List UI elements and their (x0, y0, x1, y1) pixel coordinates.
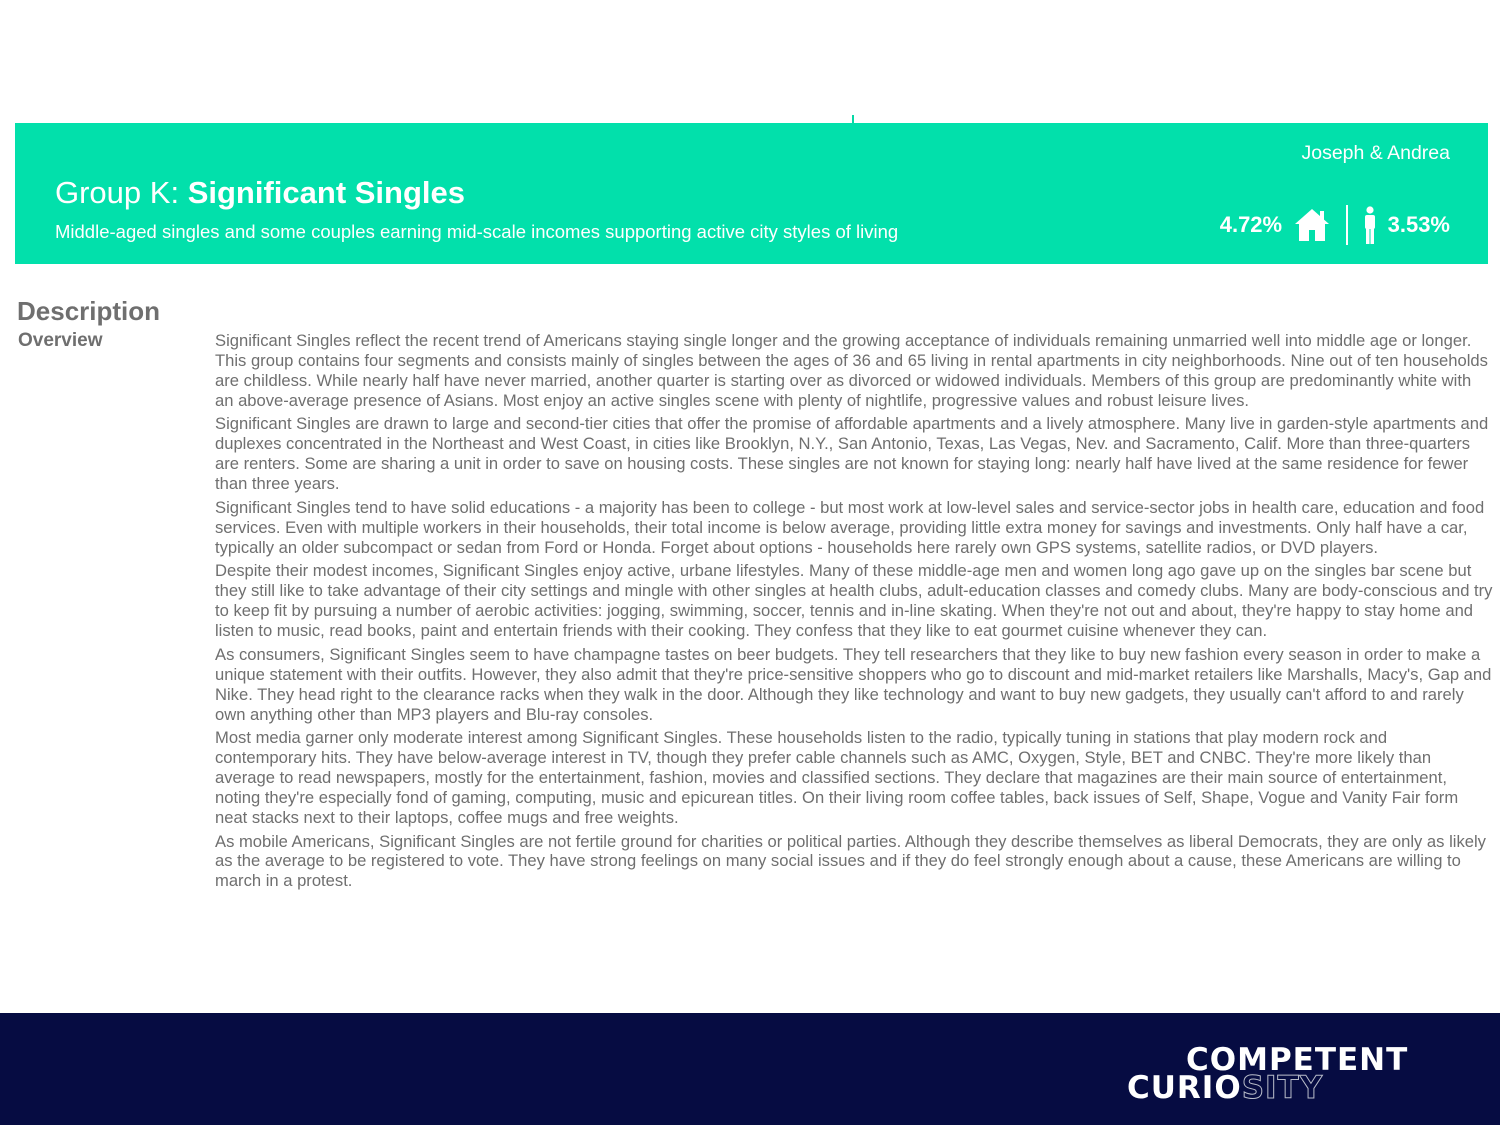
population-percent: 3.53% (1387, 212, 1450, 237)
overview-paragraph: Most media garner only moderate interest among Significant Singles. These households listen to the radio, typically tuning in stations that play modern rock and contemporary hits. They have below-average interest in TV, though they prefer cable channels such as AMC, Oxygen, Style, BET and CNBC. They're more likely than average to read newspapers, mostly for the entertainment, fashion, movies and classified sections. They declare that magazines are their main source of entertainment, noting they're especially fond of gaming, computing, music and epicurean titles. On their living room coffee tables, back issues of Self, Shape, Vogue and Vanity Fair form neat stacks next to their laptops, coffee mugs and free weights. (215, 728, 1459, 827)
overview-paragraph: As mobile Americans, Significant Singles are not fertile ground for charities or political parties. Although they describe themselves as liberal Democrats, they are only as likely as the average to be registered to vote. They have strong feelings on many social issues and if they do feel strongly enough about a cause, these Americans are willing to march in a protest. (215, 831, 1486, 891)
segment-stats (1220, 203, 1450, 247)
logo-sity: SITY (1241, 1070, 1324, 1106)
group-name: Significant Singles (187, 175, 466, 210)
competent-curiosity-logo (1126, 1042, 1409, 1107)
stat-divider (1346, 205, 1348, 245)
household-percent: 4.72% (1219, 212, 1283, 237)
segment-title (55, 175, 465, 211)
overview-paragraph: Significant Singles tend to have solid educations - a majority has been to college - but most work at low-level sales and service-sector jobs in health care, education and food services. Even with multiple workers in their households, their total income is below average, providing little extra money for savings and investments. Only half have a car, typically an older subcompact or sedan from Ford or Honda. Forget about options - households here rarely own GPS systems, satellite radios, or DVD players. (215, 497, 1485, 557)
overview-label: Overview (18, 330, 103, 351)
description-heading: Description (17, 296, 161, 326)
group-prefix: Group K: (55, 175, 188, 210)
footer-bar (0, 1013, 1500, 1125)
logo-line-1: COMPETENT (1186, 1042, 1409, 1078)
house-icon (1294, 207, 1330, 243)
overview-paragraph: Significant Singles reflect the recent trend of Americans staying single longer and the growing acceptance of individuals remaining unmarried well into middle age or longer. This group contains four segments and consists mainly of singles between the ages of 36 and 65 living in rental apartments in city neighborhoods. Nine out of ten households are childless. While nearly half have never married, another quarter is starting over as divorced or widowed individuals. Members of this group are predominantly white with an above-average presence of Asians. Most enjoy an active singles scene with plenty of nightlife, progressive values and robust leisure lives. (215, 331, 1488, 410)
overview-paragraph: As consumers, Significant Singles seem to have champagne tastes on beer budgets. They tell researchers that they like to buy new fashion every season in order to make a unique statement with their outfits. However, they also admit that they're price-sensitive shoppers who go to discount and mid-market retailers like Marshalls, Macy's, Gap and Nike. They head right to the clearance racks when they walk in the door. Although they like technology and want to buy new gadgets, they usually can't afford to and rarely own anything other than MP3 players and Blu-ray consoles. (215, 644, 1492, 724)
owner-name: Joseph & Andrea (1301, 142, 1450, 164)
overview-paragraph: Significant Singles are drawn to large and second-tier cities that offer the promise of affordable apartments and a lively atmosphere. Many live in garden-style apartments and duplexes concentrated in the Northeast and West Coast, in cities like Brooklyn, N.Y., San Antonio, Texas, Las Vegas, Nev. and Sacramento, Calif. More than three-quarters are renters. Some are sharing a unit in order to save on housing costs. These singles are not known for staying long: nearly half have lived at the same residence for fewer than three years. (215, 414, 1489, 494)
segment-subtitle: Middle-aged singles and some couples earning mid-scale incomes supporting active city styles of living (55, 221, 899, 242)
logo-line-2 (1127, 1070, 1324, 1106)
overview-paragraph: Despite their modest incomes, Significant Singles enjoy active, urbane lifestyles. Many of these middle-age men and women long ago gave up on the singles bar scene but they still like to take advantage of their city settings and mingle with other singles at health clubs, adult-education classes and comedy clubs. Many are body-conscious and try to keep fit by pursuing a number of aerobic activities: jogging, swimming, soccer, tennis and in-line skating. When they're not out and about, they're happy to stay home and listen to music, read books, paint and entertain friends with their cooking. They confess that they like to eat gourmet cuisine whenever they can. (215, 561, 1493, 641)
segment-banner (15, 123, 1488, 264)
logo-curio: CURIO (1127, 1070, 1242, 1106)
person-icon (1362, 206, 1378, 244)
overview-text (215, 331, 1493, 895)
